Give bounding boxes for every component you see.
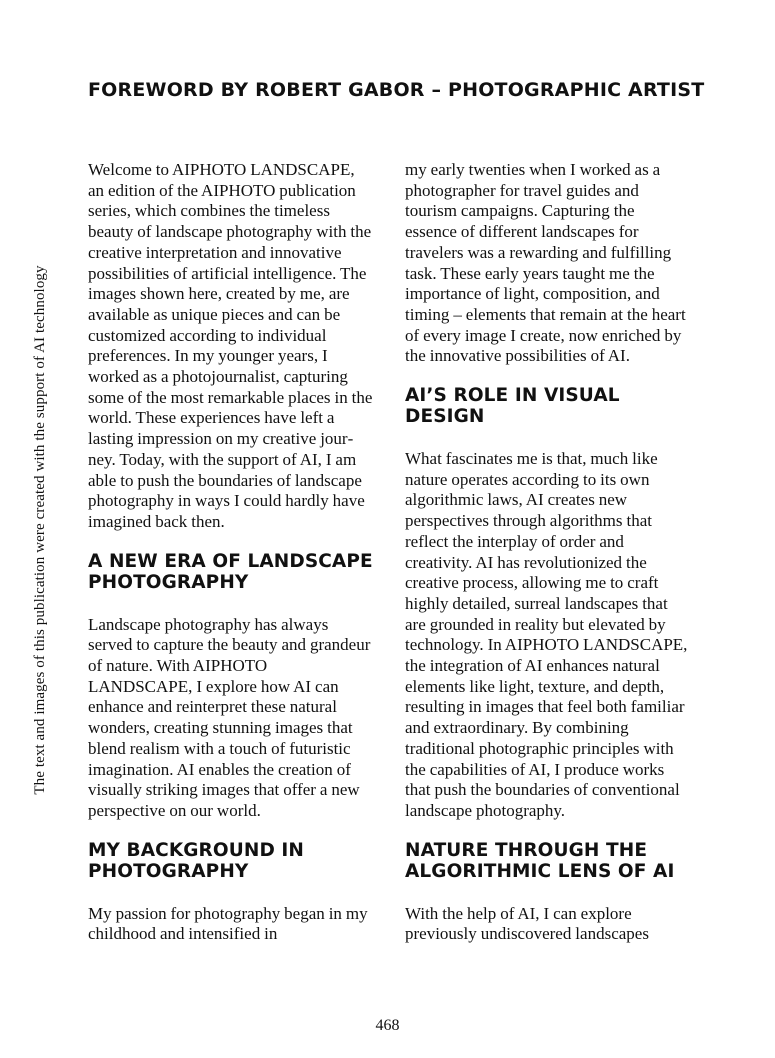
nature-paragraph: With the help of AI, I can explore previously undiscovered landscapes xyxy=(405,903,649,944)
right-column xyxy=(405,160,690,945)
intro-paragraph: Welcome to AIPHOTO LANDSCAPE, an edition of the AIPHOTO publication series, which combines the timeless beauty of landscape photography with the creative interpretation and innovative possibilities of artificial intelligence. The images shown here, created by me, are available as unique pieces and can be customized according to individual preferences. In my younger years, I worked as a photojournalist, capturing some of the most remarkable places in the world. These experiences have left a lasting impression on my creative journey. Today, with the support of AI, I am able to push the boundaries of landscape photography in ways I could hardly have imagined back then. xyxy=(88,160,373,531)
heading-background: MY BACKGROUND IN PHOTOGRAPHY xyxy=(88,839,305,882)
heading-ai-role: AI’S ROLE IN VISUAL DESIGN xyxy=(405,385,620,428)
page-number: 468 xyxy=(375,1017,400,1034)
background-continued-paragraph: my early twenties when I worked as a photographer for travel guides and tourism campaigns. Capturing the essence of different landscapes for travelers was a rewarding and fulfilling task. These early years taught me the importance of light, composition, and timing – elements that remain at the heart of every image I create, now enriched by the innovative possibilities of AI. xyxy=(405,160,686,366)
left-column xyxy=(88,160,373,945)
heading-nature: NATURE THROUGH THE ALGORITHMIC LENS OF AI xyxy=(405,839,675,882)
page-title: FOREWORD BY ROBERT GABOR – PHOTOGRAPHIC ARTIST xyxy=(88,79,705,101)
ai-role-paragraph: What fascinates me is that, much like nature operates according to its own algorithmic laws, AI creates new perspectives through algorithms that reflect the interplay of order and creativity. AI has revolutionized the creative process, allowing me to craft highly detailed, surreal landscapes that are grounded in reality but elevated by technology. In AIPHOTO LANDSCAPE, the integration of AI enhances natural elements like light, texture, and depth, resulting in images that feel both familiar and extraordinary. By combining traditional photographic principles with the capabilities of AI, I produce works that push the boundaries of conventional landscape photography. xyxy=(405,449,688,820)
background-paragraph: My passion for photography began in my childhood and intensified in xyxy=(88,903,368,944)
new-era-paragraph: Landscape photography has always served to capture the beauty and grandeur of nature. With AIPHOTO LANDSCAPE, I explore how AI can enhance and reinterpret these natural wonders, creating stunning images that blend realism with a touch of futuristic imagination. AI enables the creation of visually striking images that offer a new perspective on our world. xyxy=(88,614,371,820)
side-note: The text and images of this publication were created with the support of AI technology xyxy=(32,265,48,795)
heading-new-era: A NEW ERA OF LANDSCAPE PHOTOGRAPHY xyxy=(88,550,373,593)
